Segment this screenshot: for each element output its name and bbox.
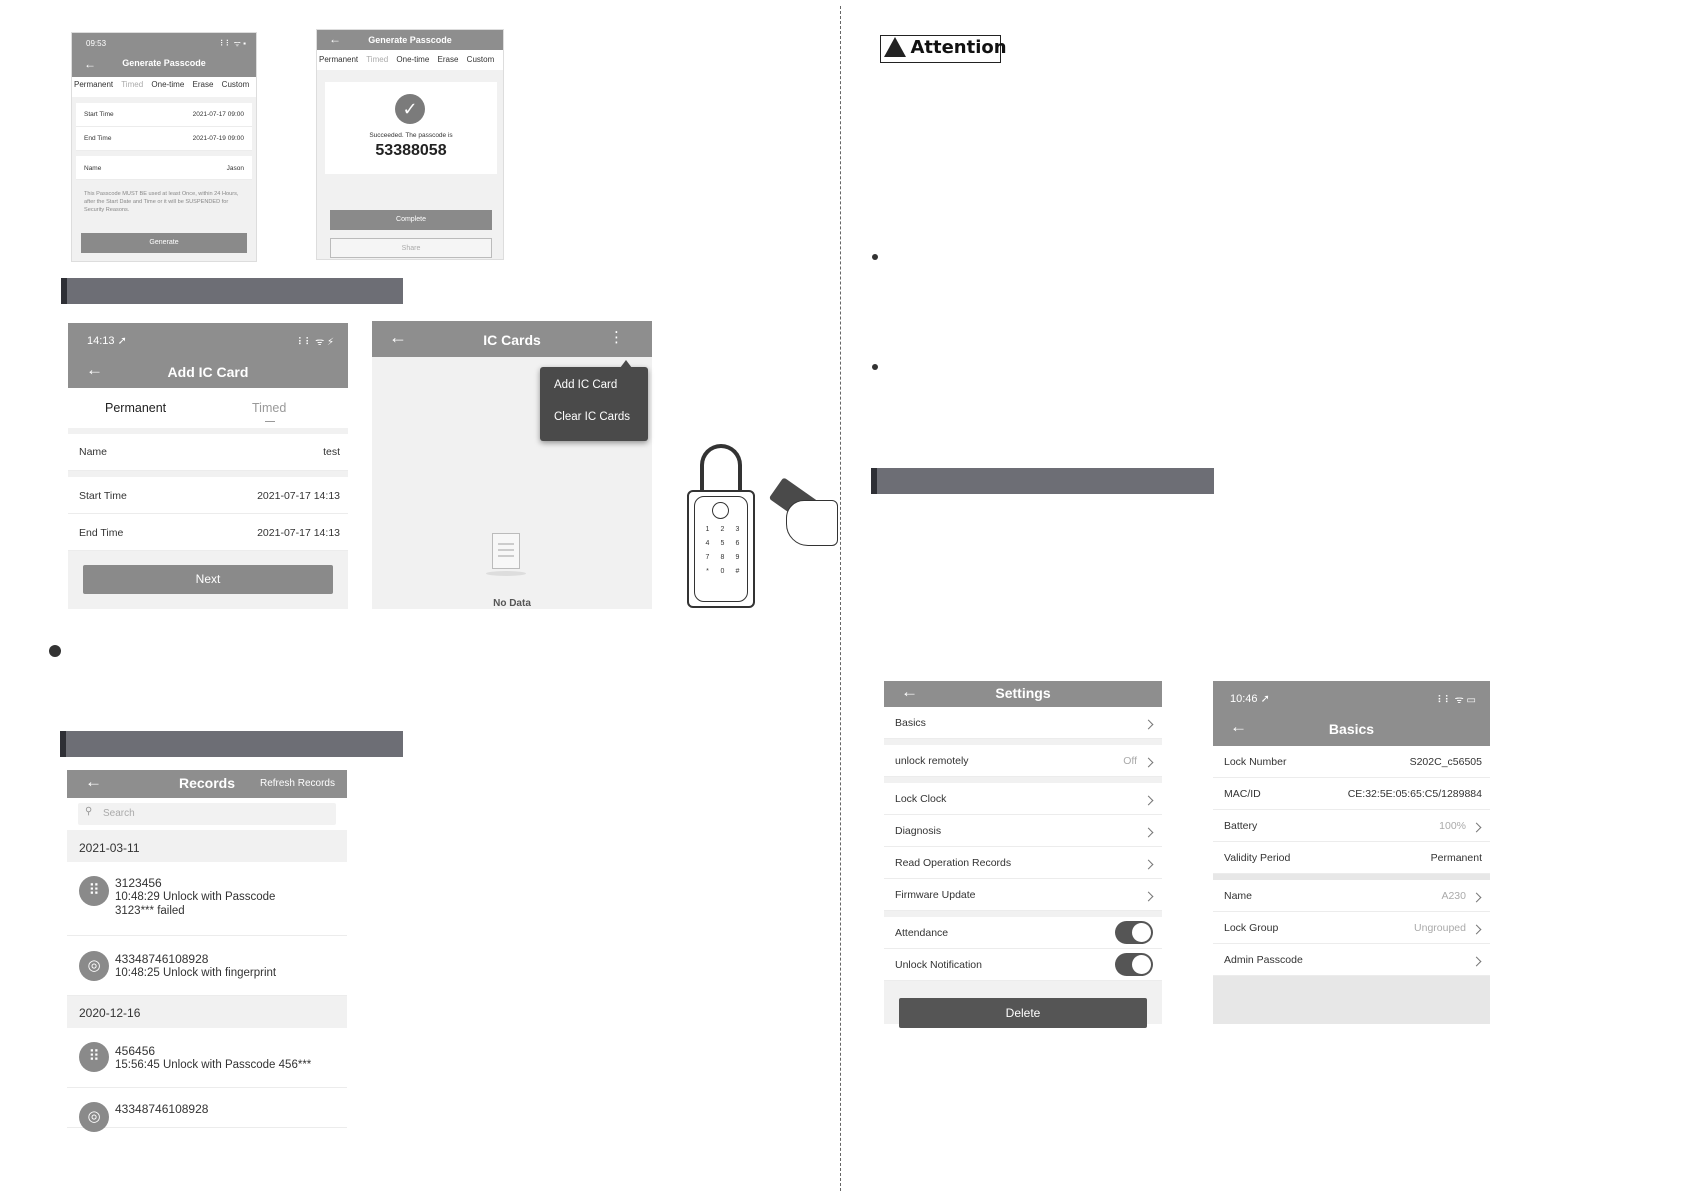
lockbox-illustration — [684, 444, 764, 610]
record-detail: 15:56:45 Unlock with Passcode 456*** — [115, 1059, 312, 1071]
status-icons: ⠇⠇ ᯤ ⚡ — [297, 337, 334, 348]
tab-timed[interactable]: Timed — [252, 401, 287, 415]
keypad-key: 1 — [705, 526, 710, 533]
success-card — [325, 82, 497, 174]
end-time-label: End Time — [84, 135, 112, 142]
app-header — [884, 681, 1162, 707]
passcode-success-screen — [316, 29, 504, 260]
chevron-right-icon — [1473, 892, 1480, 904]
attention-text: Attention — [910, 37, 1007, 58]
end-time-value: 2021-07-19 09:00 — [192, 135, 244, 142]
records-screen — [67, 770, 347, 1125]
attention-label — [880, 35, 1007, 63]
keypad-key: * — [706, 568, 709, 575]
keypad — [700, 526, 746, 575]
record-id: 3123456 — [115, 876, 162, 890]
keypad-key: # — [735, 568, 740, 575]
app-header — [372, 321, 652, 357]
tab-timed[interactable]: Timed — [121, 80, 144, 89]
row-value: Ungrouped — [1414, 922, 1466, 934]
tab-permanent[interactable]: Permanent — [74, 80, 114, 89]
back-arrow-icon[interactable]: ← — [85, 772, 102, 791]
status-time: 10:46 ➚ — [1230, 693, 1270, 705]
passcode-notice: This Passcode MUST BE used at least Once, within 24 Hours, after the Start Date and Time or it will be SUSPENDED for Security Reasons. — [84, 191, 239, 213]
row-label: Admin Passcode — [1224, 954, 1303, 966]
settings-row-firmware-update[interactable] — [884, 879, 1162, 911]
add-ic-card-screen — [68, 323, 348, 609]
tab-custom[interactable]: Custom — [466, 55, 495, 64]
end-time-row[interactable] — [76, 127, 252, 151]
search-bar-area — [67, 798, 347, 830]
tab-one-time[interactable]: One-time — [151, 80, 185, 89]
screen-title: Records — [179, 775, 236, 791]
back-arrow-icon[interactable]: ← — [1230, 717, 1247, 736]
settings-row-attendance[interactable] — [884, 917, 1162, 949]
ic-cards-screen — [372, 321, 652, 609]
chevron-right-icon — [1145, 827, 1152, 839]
next-button[interactable]: Next — [83, 565, 333, 594]
screen-title: Generate Passcode — [122, 58, 206, 68]
chevron-right-icon — [1473, 956, 1480, 968]
keypad-key: 5 — [720, 540, 725, 547]
start-time-row[interactable] — [76, 103, 252, 127]
keypad-icon: ⠿ — [79, 876, 109, 906]
back-arrow-icon[interactable]: ← — [84, 57, 96, 71]
row-label: unlock remotely — [895, 755, 969, 767]
attendance-toggle[interactable] — [1115, 921, 1153, 944]
status-icons: ⠇⠇ ᯤ ▪ — [219, 39, 246, 48]
row-label: Battery — [1224, 820, 1258, 832]
record-detail: 3123*** failed — [115, 905, 185, 917]
basics-row-lock-number — [1213, 746, 1490, 778]
screen-title: Add IC Card — [167, 364, 249, 380]
app-header — [72, 33, 256, 77]
keypad-key: 2 — [720, 526, 725, 533]
name-value: test — [323, 446, 340, 458]
app-header — [68, 323, 348, 388]
name-row[interactable] — [68, 434, 348, 471]
keypad-key: 9 — [735, 554, 740, 561]
warning-triangle-icon — [884, 37, 906, 57]
hand-icon — [786, 500, 838, 546]
basics-row-admin-passcode[interactable] — [1213, 944, 1490, 976]
section-header-bar — [871, 468, 1214, 494]
status-time: 14:13 ➚ — [87, 335, 127, 347]
menu-caret — [620, 360, 632, 368]
row-label: Read Operation Records — [895, 857, 1012, 869]
settings-row-unlock-remotely[interactable] — [884, 745, 1162, 777]
bullet-dot — [872, 364, 878, 370]
keypad-key: 7 — [705, 554, 710, 561]
screen-title: Basics — [1328, 721, 1375, 737]
row-value: S202C_c56505 — [1409, 756, 1482, 768]
keypad-icon: ⠿ — [79, 1042, 109, 1072]
screen-title: IC Cards — [483, 332, 541, 348]
search-icon: ⚲ — [85, 806, 93, 817]
bullet-dot — [872, 254, 878, 260]
screen-title: Settings — [995, 685, 1051, 701]
tab-erase[interactable]: Erase — [192, 80, 214, 89]
back-arrow-icon[interactable]: ← — [389, 327, 407, 347]
row-label: Lock Clock — [895, 793, 947, 805]
row-value: CE:32:5E:05:65:C5/1289884 — [1347, 788, 1482, 800]
record-item[interactable] — [67, 1088, 347, 1128]
settings-row-read-operation-records[interactable] — [884, 847, 1162, 879]
shackle — [700, 444, 742, 496]
tab-timed[interactable]: Timed — [366, 55, 389, 64]
status-icons: ⠇⠇ ᯤ ▭ — [1437, 695, 1476, 706]
record-item[interactable] — [67, 862, 347, 936]
success-message: Succeeded. The passcode is — [369, 132, 453, 139]
search-input[interactable] — [78, 803, 336, 825]
record-detail: 10:48:25 Unlock with fingerprint — [115, 967, 277, 979]
fingerprint-icon: ◎ — [79, 1102, 109, 1132]
back-arrow-icon[interactable]: ← — [329, 32, 341, 46]
unlock-notification-toggle[interactable] — [1115, 953, 1153, 976]
chevron-right-icon — [1145, 719, 1152, 731]
status-time: 09:53 — [86, 39, 107, 48]
row-label: Name — [1224, 890, 1253, 902]
generate-passcode-form-screen — [71, 32, 257, 262]
app-header — [67, 770, 347, 798]
record-item[interactable] — [67, 1028, 347, 1088]
basics-screen — [1213, 681, 1490, 1024]
end-time-row[interactable] — [68, 514, 348, 551]
record-date-header: 2020-12-16 — [79, 1006, 141, 1020]
name-value: Jason — [226, 165, 244, 172]
complete-button[interactable]: Complete — [330, 210, 492, 230]
generate-button[interactable]: Generate — [81, 233, 247, 253]
settings-row-basics[interactable] — [884, 707, 1162, 739]
row-label: MAC/ID — [1224, 788, 1261, 800]
fingerprint-icon: ◎ — [79, 951, 109, 981]
row-value: Permanent — [1430, 852, 1482, 864]
row-value: A230 — [1441, 890, 1466, 902]
success-check-icon: ✓ — [395, 94, 425, 124]
tab-erase[interactable]: Erase — [437, 55, 459, 64]
name-row[interactable] — [76, 156, 252, 180]
menu-clear-ic-cards[interactable]: Clear IC Cards — [554, 411, 631, 423]
row-label: Lock Number — [1224, 756, 1287, 768]
tab-indicator — [265, 421, 275, 422]
chevron-right-icon — [1145, 891, 1152, 903]
app-header — [317, 30, 503, 50]
chevron-right-icon — [1145, 859, 1152, 871]
chevron-right-icon — [1145, 757, 1152, 769]
keypad-key: 6 — [735, 540, 740, 547]
row-label: Firmware Update — [895, 889, 976, 901]
keypad-key: 3 — [735, 526, 740, 533]
end-time-value: 2021-07-17 14:13 — [257, 527, 340, 539]
row-value: Off — [1123, 755, 1137, 767]
card-type-tabs — [68, 388, 348, 428]
row-value: 100% — [1439, 820, 1466, 832]
record-item[interactable] — [67, 936, 347, 996]
fingerprint-sensor-icon — [712, 502, 729, 519]
more-menu-icon[interactable]: ⋮ — [609, 329, 624, 346]
delete-button[interactable]: Delete — [899, 998, 1147, 1028]
tab-custom[interactable]: Custom — [221, 80, 250, 89]
record-id: 43348746108928 — [115, 952, 209, 966]
row-label: Unlock Notification — [895, 959, 982, 971]
settings-row-diagnosis[interactable] — [884, 815, 1162, 847]
row-label: Attendance — [895, 927, 949, 939]
basics-row-validity-period — [1213, 842, 1490, 874]
record-id: 456456 — [115, 1044, 156, 1058]
keypad-key: 0 — [720, 568, 725, 575]
basics-row-battery[interactable] — [1213, 810, 1490, 842]
keypad-key: 4 — [705, 540, 710, 547]
section-header-bar — [61, 278, 403, 304]
section-header-bar — [60, 731, 403, 757]
passcode-tabs — [72, 77, 256, 97]
keypad-key: 8 — [720, 554, 725, 561]
back-arrow-icon[interactable]: ← — [901, 682, 918, 701]
chevron-right-icon — [1473, 822, 1480, 834]
empty-state-label: No Data — [493, 598, 531, 609]
start-time-value: 2021-07-17 09:00 — [192, 111, 244, 118]
refresh-records-button[interactable]: Refresh Records — [259, 778, 335, 789]
bullet-dot — [49, 645, 61, 657]
share-button[interactable]: Share — [330, 238, 492, 258]
record-id: 43348746108928 — [115, 1102, 209, 1116]
tab-permanent[interactable]: Permanent — [319, 55, 359, 64]
passcode-value: 53388058 — [375, 142, 447, 159]
row-label: Validity Period — [1224, 852, 1291, 864]
basics-row-mac-id — [1213, 778, 1490, 810]
chevron-right-icon — [1145, 795, 1152, 807]
tab-one-time[interactable]: One-time — [396, 55, 430, 64]
page-fold-divider — [840, 6, 841, 1191]
back-arrow-icon[interactable]: ← — [86, 360, 103, 379]
end-time-label: End Time — [79, 527, 124, 539]
record-date-header: 2021-03-11 — [79, 841, 140, 855]
empty-document-icon — [486, 533, 526, 577]
settings-row-lock-clock[interactable] — [884, 783, 1162, 815]
start-time-label: Start Time — [79, 490, 127, 502]
record-detail: 10:48:29 Unlock with Passcode — [115, 891, 276, 903]
settings-screen — [884, 681, 1162, 1024]
row-label: Lock Group — [1224, 922, 1279, 934]
start-time-value: 2021-07-17 14:13 — [257, 490, 340, 502]
ic-cards-dropdown-menu — [540, 367, 648, 441]
tab-permanent[interactable]: Permanent — [105, 401, 167, 415]
settings-row-unlock-notification[interactable] — [884, 949, 1162, 981]
start-time-label: Start Time — [84, 111, 114, 118]
passcode-tabs — [317, 50, 503, 70]
row-label: Basics — [895, 717, 926, 729]
menu-add-ic-card[interactable]: Add IC Card — [554, 379, 618, 391]
screen-title: Generate Passcode — [368, 35, 452, 45]
hand-holding-card-illustration — [770, 478, 840, 550]
basics-row-name[interactable] — [1213, 880, 1490, 912]
name-label: Name — [84, 165, 102, 172]
start-time-row[interactable] — [68, 477, 348, 514]
basics-row-lock-group[interactable] — [1213, 912, 1490, 944]
chevron-right-icon — [1473, 924, 1480, 936]
search-placeholder: Search — [103, 808, 135, 819]
name-label: Name — [79, 446, 108, 458]
app-header — [1213, 681, 1490, 746]
row-label: Diagnosis — [895, 825, 942, 837]
